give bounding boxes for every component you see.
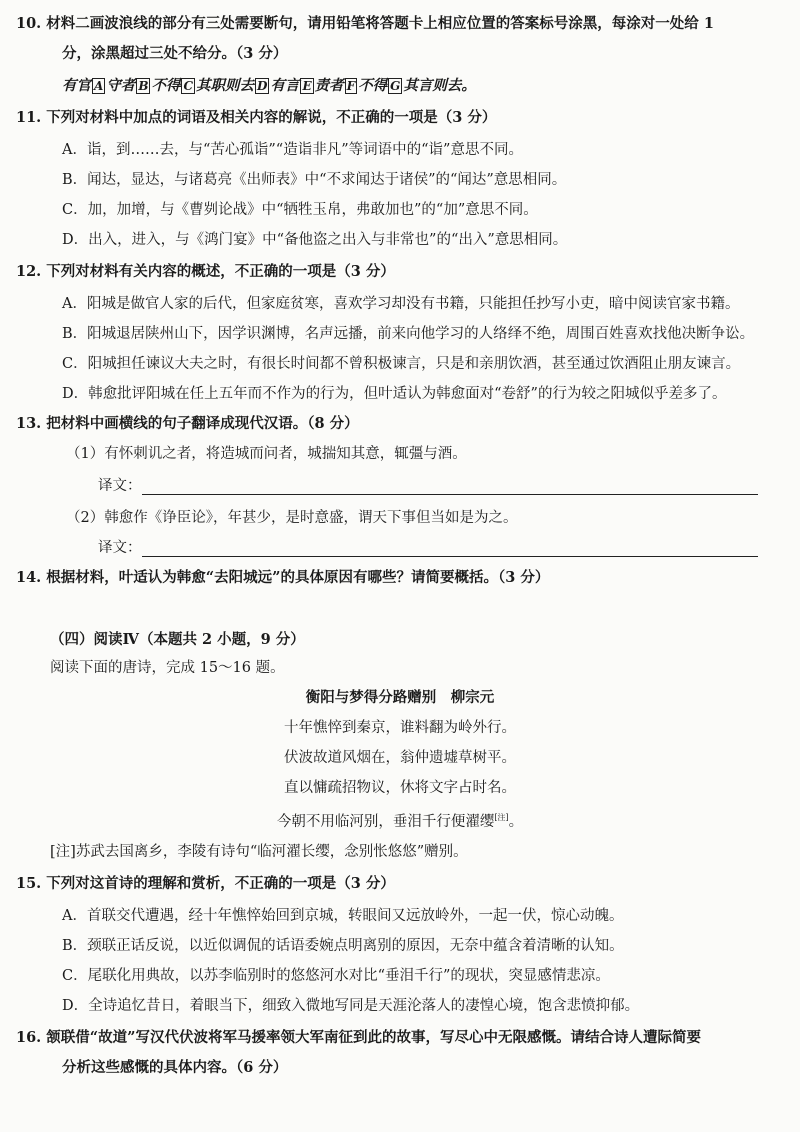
q13-answer-line-1[interactable]	[142, 494, 758, 495]
q11-option-c: C．加，加增，与《曹刿论战》中“牺牲玉帛，弗敢加也”的“加”意思不同。	[62, 202, 538, 218]
q13-sentence-1: （1）有怀刺讥之者，将造城而问者，城揣知其意，辄彊与酒。	[66, 446, 467, 462]
q12-option-b: B．阳城退居陕州山下，因学识渊博，名声远播，前来向他学习的人络绎不绝，周围百姓喜欢找他决断争讼。	[62, 326, 755, 342]
answer-box-c[interactable]: C	[183, 79, 194, 93]
q12-stem: 12. 下列对材料有关内容的概述，不正确的一项是（3 分）	[16, 263, 395, 280]
q11-stem: 11. 下列对材料中加点的词语及相关内容的解说，不正确的一项是（3 分）	[16, 109, 497, 126]
q12-option-a: A．阳城是做官人家的后代，但家庭贫寒，喜欢学习却没有书籍，只能担任抄写小吏，暗中阅读官家书籍。	[62, 296, 740, 312]
q10-line2: 分，涂黑超过三处不给分。（3 分）	[62, 45, 288, 62]
section-heading: （四）阅读Ⅳ（本题共 2 小题，9 分）	[50, 631, 305, 648]
poem-line-1: 十年憔悴到秦京，谁料翻为岭外行。	[284, 720, 516, 736]
q15-option-a: A．首联交代遭遇，经十年憔悴始回到京城，转眼间又远放岭外，一起一伏，惊心动魄。	[62, 908, 624, 924]
q13-translation-label-1: 译文：	[98, 478, 142, 494]
section-intro: 阅读下面的唐诗，完成 15～16 题。	[50, 660, 285, 676]
q15-option-b: B．颈联正话反说，以近似调侃的话语委婉点明离别的原因，无奈中蕴含着清晰的认知。	[62, 938, 624, 954]
answer-box-g[interactable]: G	[390, 79, 401, 93]
q16-line1: 16. 颔联借“故道”写汉代伏波将军马援率领大军南征到此的故事，写尽心中无限感慨。请结合诗人遭际简要	[16, 1029, 701, 1046]
q14-stem: 14. 根据材料，叶适认为韩愈“去阳城远”的具体原因有哪些？请简要概括。（3 分）	[16, 569, 550, 586]
q10-line1: 10. 材料二画波浪线的部分有三处需要断句，请用铅笔将答题卡上相应位置的答案标号涂黑，每涂对一处给 1	[16, 15, 714, 32]
q13-answer-line-2[interactable]	[142, 556, 758, 557]
q12-option-d: D．韩愈批评阳城在任上五年而不作为的行为，但叶适认为韩愈面对“卷舒”的行为较之阳城似乎差多了。	[62, 386, 727, 402]
answer-box-e[interactable]: E	[302, 79, 312, 93]
q13-sentence-2: （2）韩愈作《诤臣论》，年甚少，是时意盛，谓天下事但当如是为之。	[66, 510, 518, 526]
q11-option-b: B．闻达，显达，与诸葛亮《出师表》中“不求闻达于诸侯”的“闻达”意思相同。	[62, 172, 567, 188]
answer-box-a[interactable]: A	[94, 79, 104, 93]
poem-line-3: 直以慵疏招物议，休将文字占时名。	[284, 780, 516, 796]
q10-sentence: 有官 A 守者 B 不得 C 其职则去 D 有言 E 责者 F 不得 G 其言则去。	[62, 77, 476, 94]
poem-line-2: 伏波故道风烟在，翁仲遗墟草树平。	[284, 750, 516, 766]
answer-box-b[interactable]: B	[138, 79, 149, 93]
q15-option-d: D．全诗追忆昔日，着眼当下，细致入微地写同是天涯沦落人的凄惶心境，饱含悲愤抑郁。	[62, 998, 640, 1014]
q12-option-c: C．阳城担任谏议大夫之时，有很长时间都不曾积极谏言，只是和亲朋饮酒，甚至通过饮酒阻止朋友谏言。	[62, 356, 741, 372]
poem-line-4: 今朝不用临河别，垂泪千行便濯缨[注]。	[276, 813, 524, 830]
q13-translation-label-2: 译文：	[98, 540, 142, 556]
q15-stem: 15. 下列对这首诗的理解和赏析，不正确的一项是（3 分）	[16, 875, 395, 892]
poem-title: 衡阳与梦得分路赠别 柳宗元	[305, 689, 495, 706]
q11-option-d: D．出入，进入，与《鸿门宴》中“备他盗之出入与非常也”的“出入”意思相同。	[62, 232, 568, 248]
footnote-mark: [注]	[494, 813, 509, 822]
q16-line2: 分析这些感慨的具体内容。（6 分）	[62, 1059, 288, 1076]
q11-option-a: A．诣，到……去，与“苦心孤诣”“造诣非凡”等词语中的“诣”意思不同。	[62, 142, 523, 158]
answer-box-f[interactable]: F	[346, 79, 356, 93]
poem-note: [注]苏武去国离乡，李陵有诗句“临河濯长缨，念别怅悠悠”赠别。	[50, 844, 468, 860]
answer-box-d[interactable]: D	[257, 79, 268, 93]
q13-stem: 13. 把材料中画横线的句子翻译成现代汉语。（8 分）	[16, 415, 359, 432]
q15-option-c: C．尾联化用典故，以苏李临别时的悠悠河水对比“垂泪千行”的现状，突显感情悲凉。	[62, 968, 610, 984]
